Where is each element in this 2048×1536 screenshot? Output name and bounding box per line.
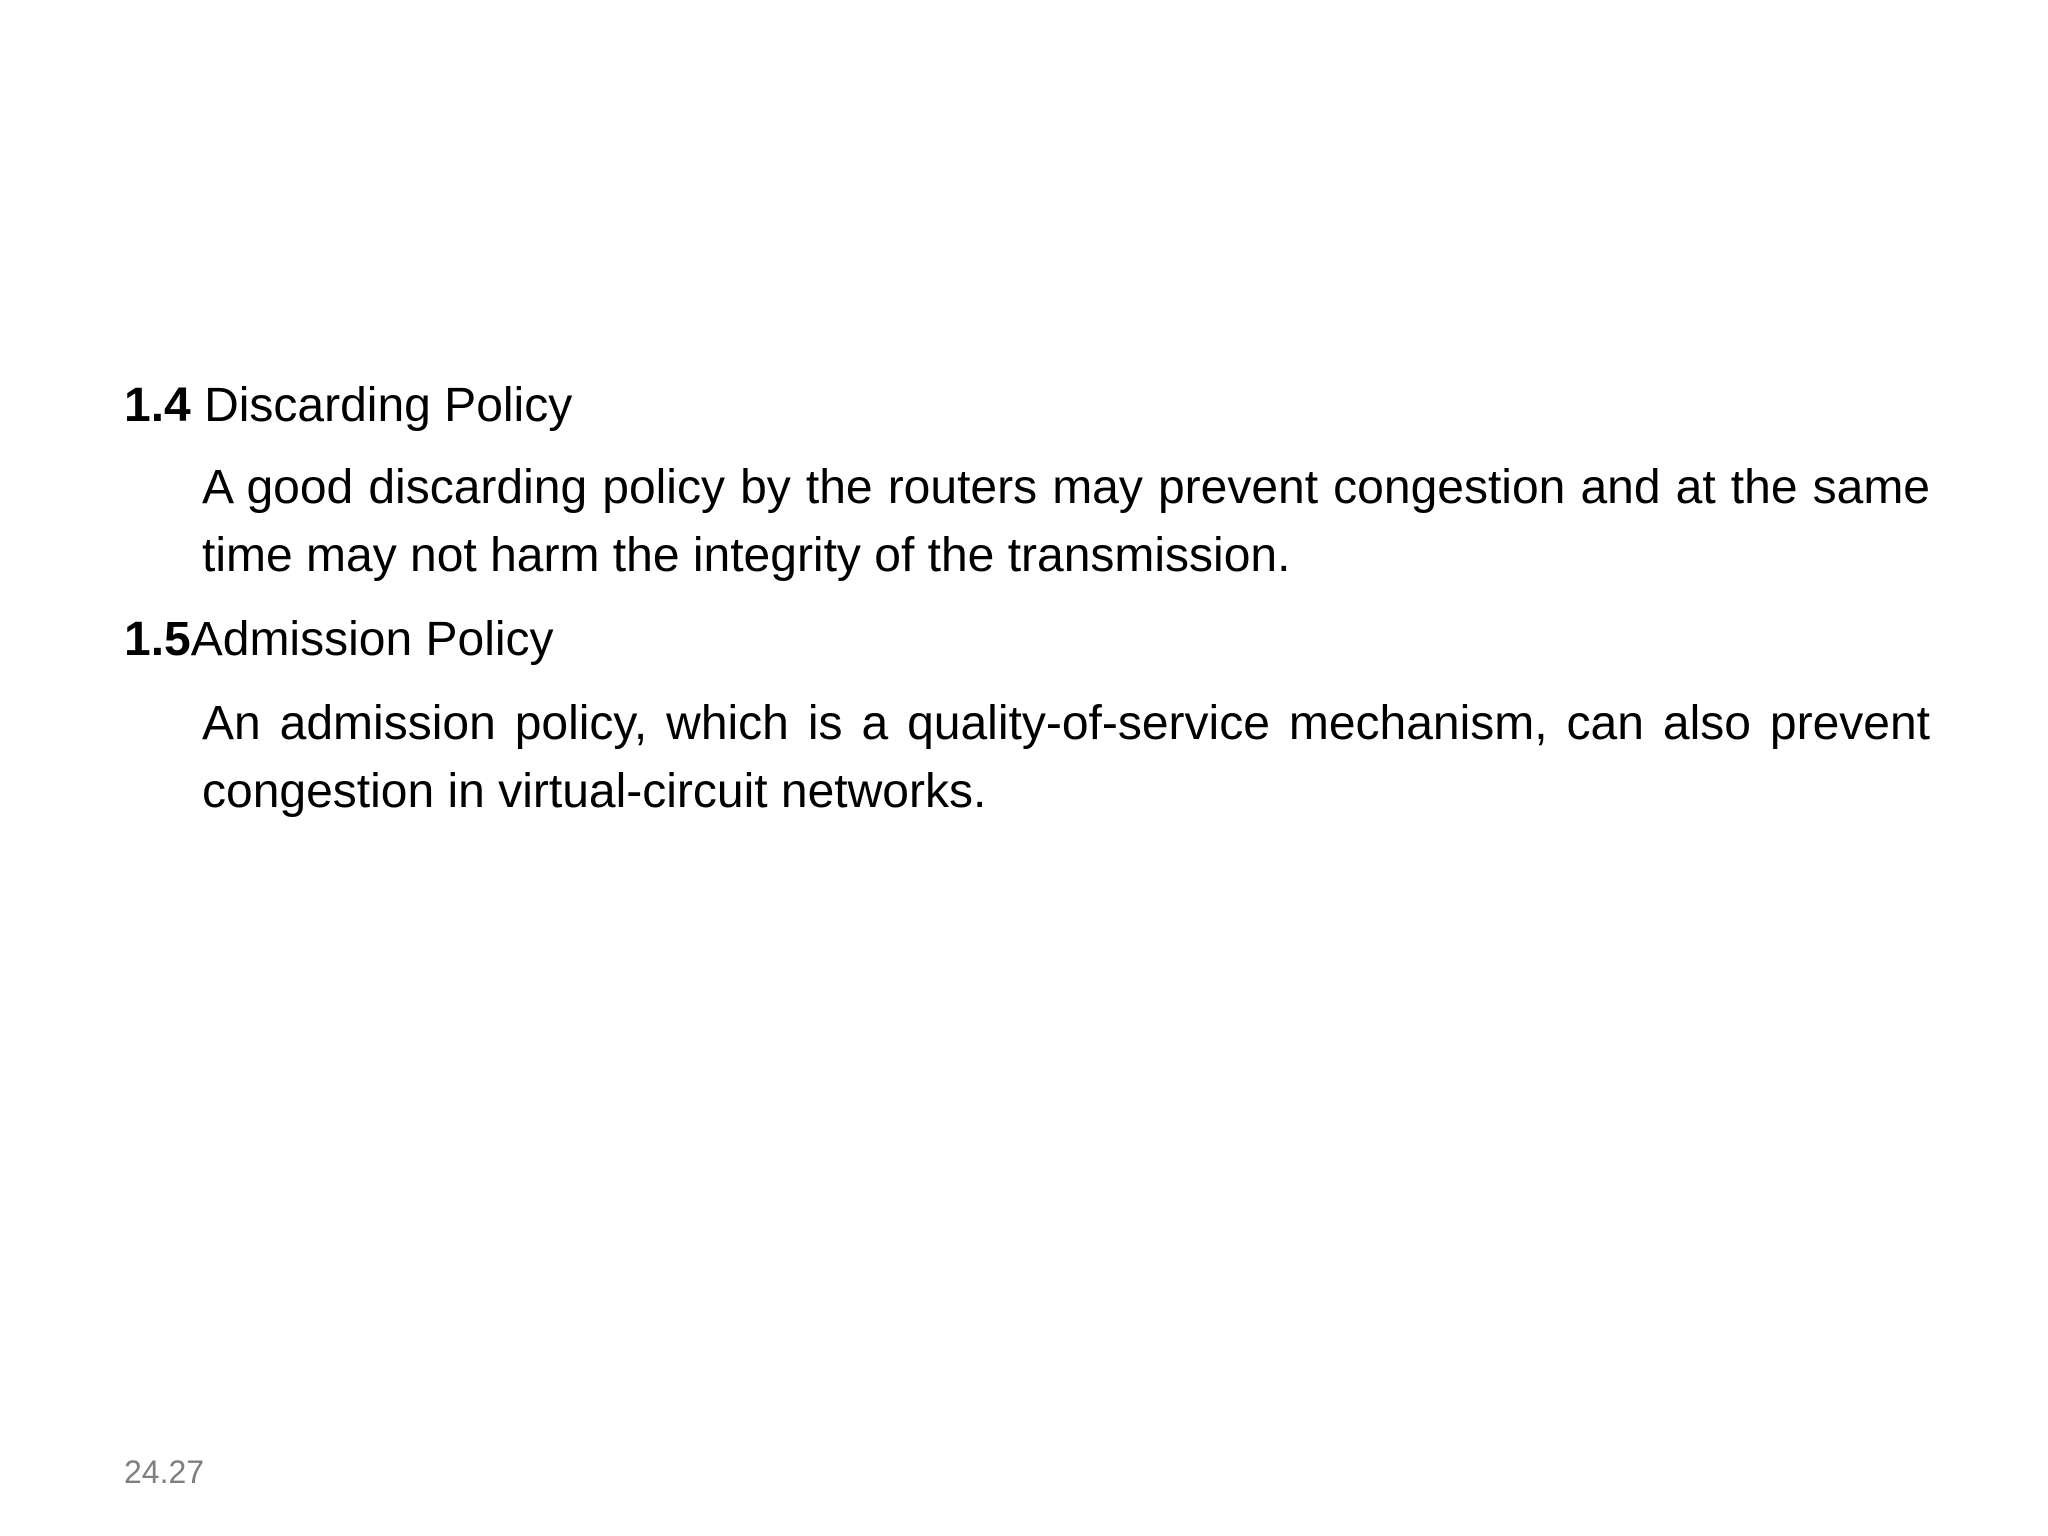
section-title: Admission Policy xyxy=(190,613,554,666)
page-number: 24.27 xyxy=(124,1454,205,1490)
section-body-admission-policy: An admission policy, which is a quality-of-service mechanism, can also prevent congestion in virtual-circuit networks. xyxy=(202,697,1930,818)
section-number: 1.5 xyxy=(124,613,191,666)
section-number: 1.4 xyxy=(124,379,191,432)
section-heading-admission-policy xyxy=(124,608,554,672)
section-heading-discarding-policy xyxy=(124,374,572,438)
section-body-discarding-policy: A good discarding policy by the routers may prevent congestion and at the same time may not harm the integrity of the transmission. xyxy=(202,461,1930,582)
section-separator xyxy=(191,379,204,432)
section-title: Discarding Policy xyxy=(204,379,573,432)
